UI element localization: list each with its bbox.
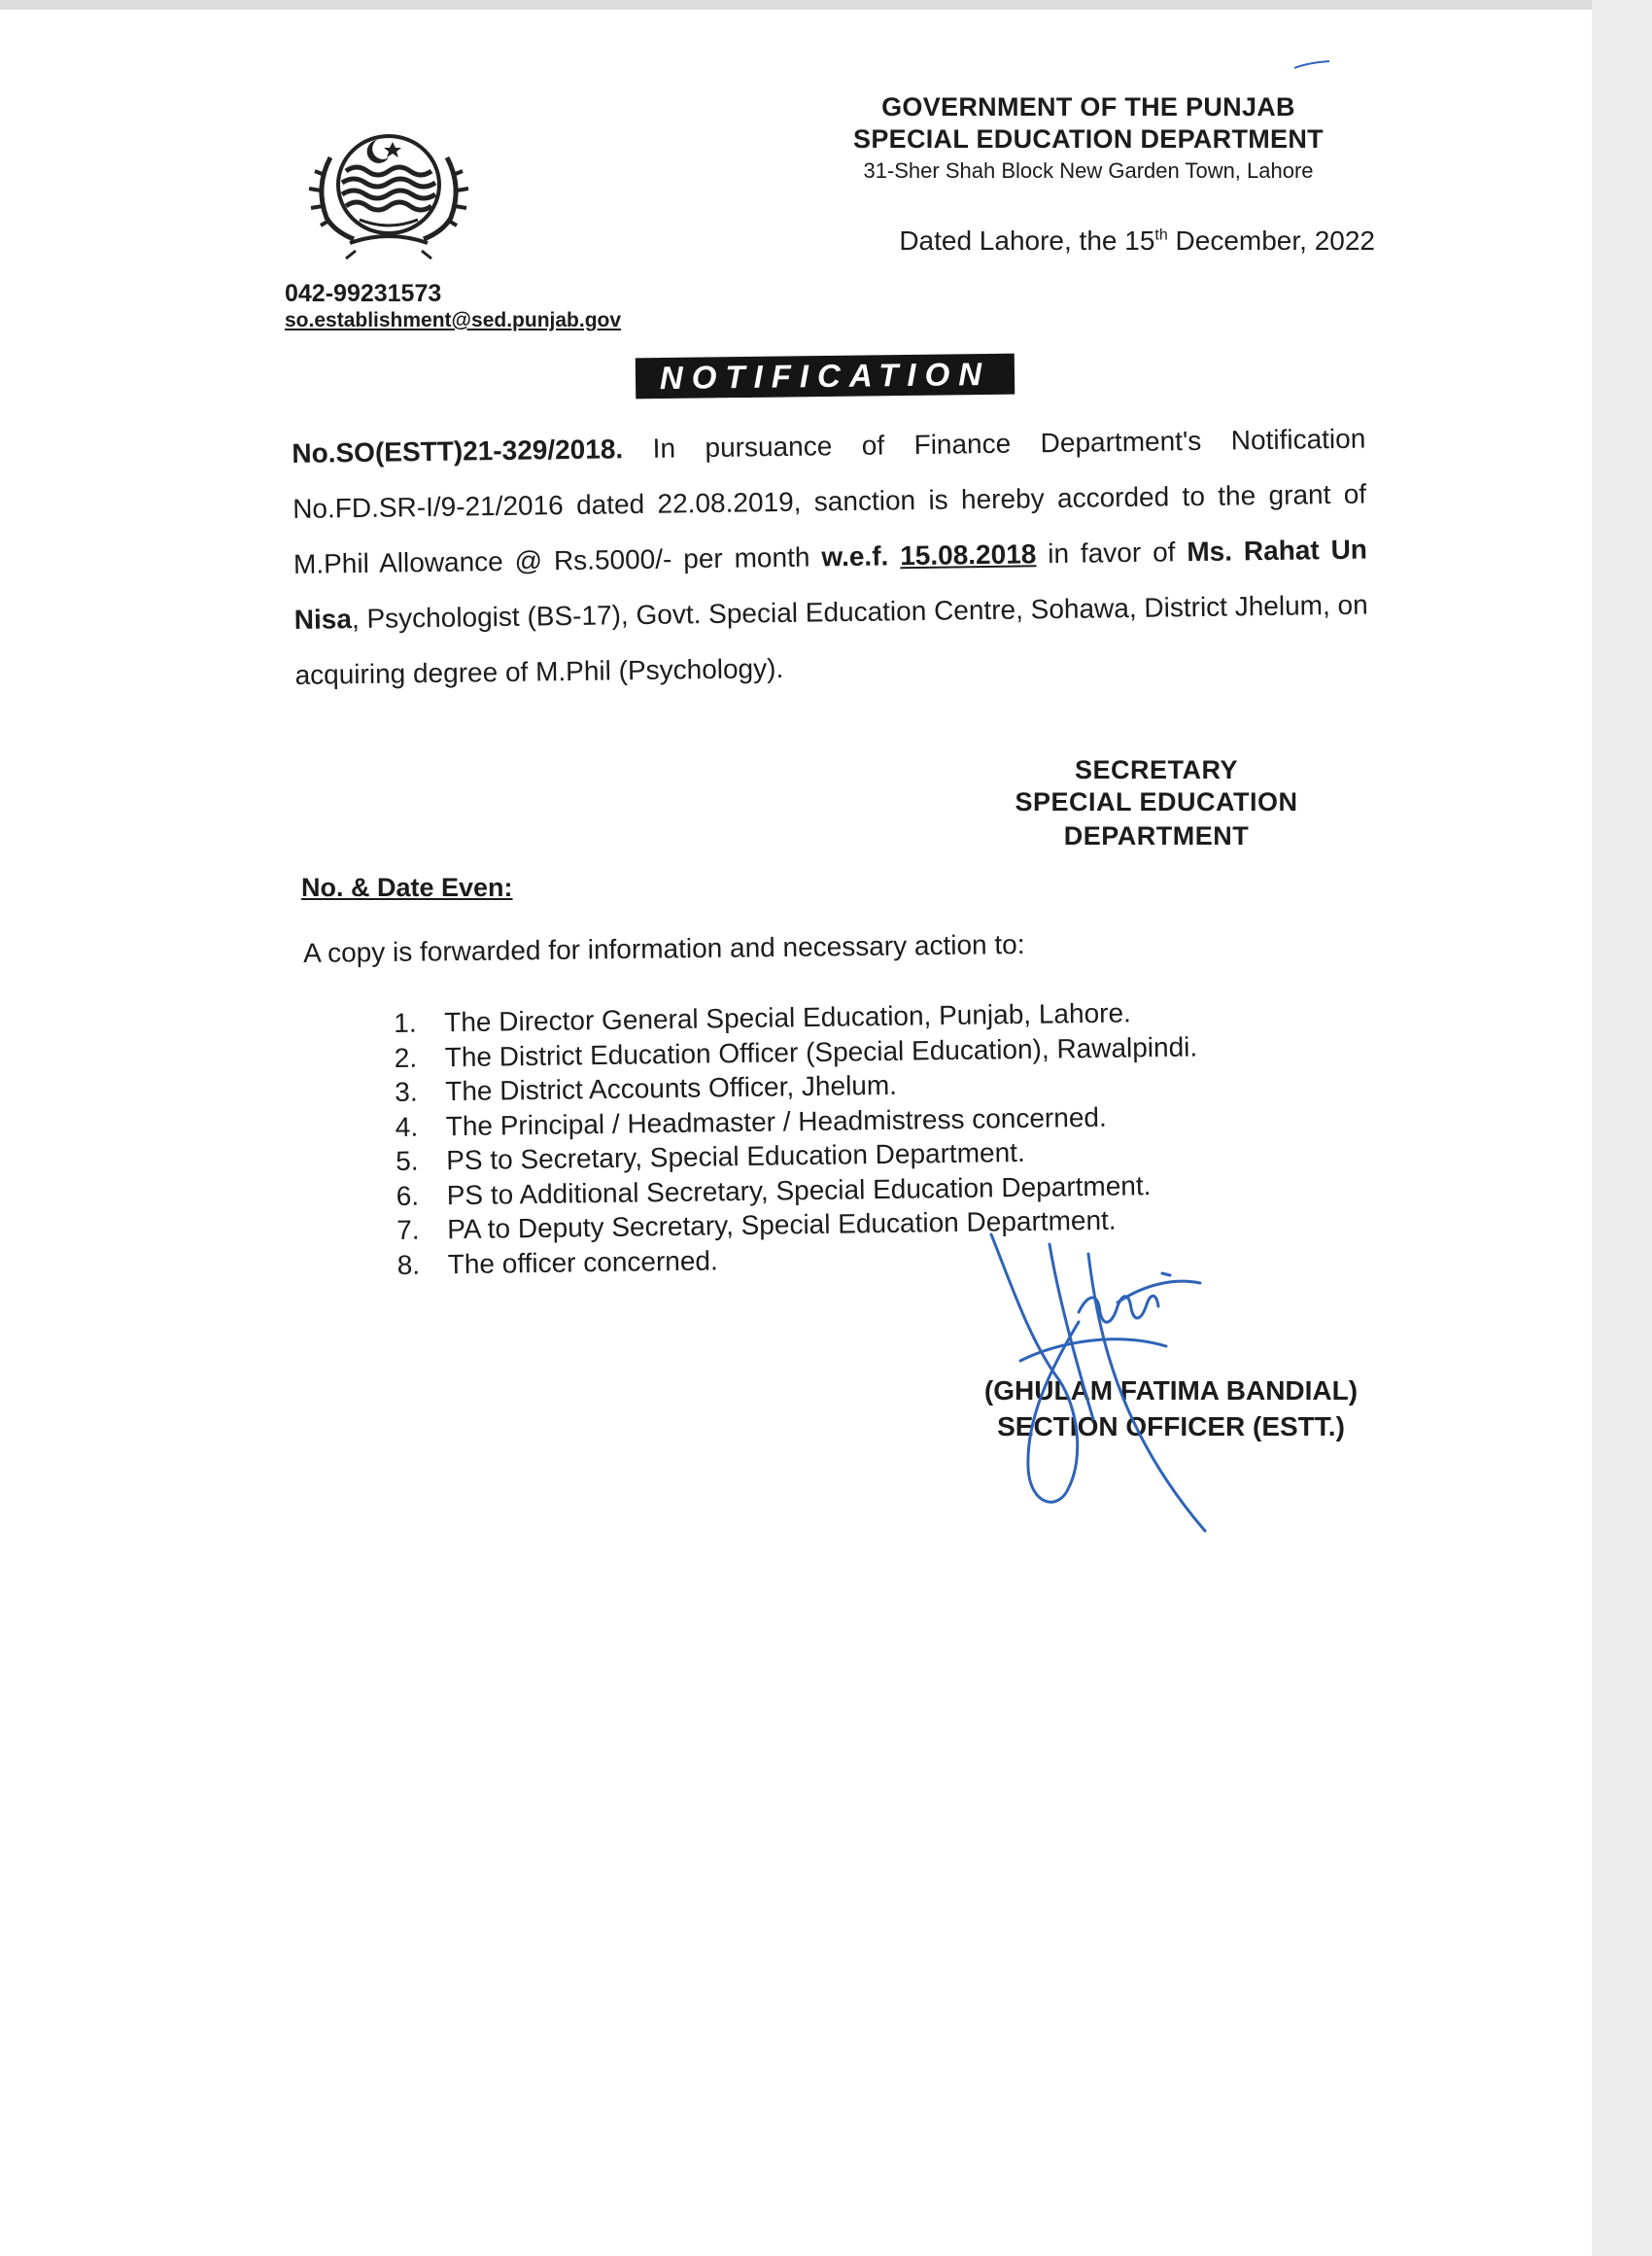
no-date-even: No. & Date Even: [301, 873, 513, 902]
email-link[interactable]: so.establishment@sed.punjab.gov [285, 309, 622, 331]
list-item: 8. The officer concerned. [396, 1244, 718, 1280]
secretary-title: SECRETARY [1074, 755, 1239, 784]
punjab-government-emblem-icon [292, 119, 486, 264]
signature-icon [972, 1225, 1224, 1536]
notification-title: NOTIFICATION [636, 354, 1015, 399]
scan-edge-top [0, 0, 1652, 10]
scan-edge-right [1592, 0, 1652, 2256]
signatory-name: (GHULAM FATIMA BANDIAL) [983, 1375, 1359, 1406]
list-item: 3. The District Accounts Officer, Jhelum. [395, 1069, 898, 1107]
phone-number: 042-99231573 [285, 280, 442, 307]
wef-date: 15.08.2018 [899, 538, 1037, 572]
list-item: 6. PS to Additional Secretary, Special Education Department. [396, 1169, 1152, 1211]
employee-name: Ms. Rahat Un Nisa [293, 534, 1368, 635]
pen-mark [1292, 58, 1331, 70]
secretary-department-line2: DEPARTMENT [1063, 821, 1250, 850]
header-address: 31-Sher Shah Block New Garden Town, Lahore [863, 158, 1314, 183]
header-government: GOVERNMENT OF THE PUNJAB [881, 92, 1295, 121]
forward-text: A copy is forwarded for information and necessary action to: [303, 928, 1025, 968]
dated-line: Dated Lahore, the 15th December, 2022 [899, 226, 1375, 256]
wef-label: w.e.f. [821, 540, 889, 573]
secretary-department-line1: SPECIAL EDUCATION [1015, 787, 1298, 816]
list-item: 5. PS to Secretary, Special Education Department. [396, 1136, 1025, 1176]
reference-number: No.SO(ESTT)21-329/2018. [292, 434, 624, 469]
list-item: 2. The District Education Officer (Special Education), Rawalpindi. [394, 1030, 1198, 1073]
header-department: SPECIAL EDUCATION DEPARTMENT [853, 124, 1324, 154]
list-item: 1. The Director General Special Education, Punjab, Lahore. [394, 997, 1132, 1038]
list-item: 7. PA to Deputy Secretary, Special Education Department. [396, 1204, 1117, 1245]
signatory-designation: SECTION OFFICER (ESTT.) [997, 1411, 1345, 1441]
list-item: 4. The Principal / Headmaster / Headmistress concerned. [395, 1101, 1107, 1142]
notification-body: No.SO(ESTT)21-329/2018. In pursuance of Finance Department's Notification No.FD.SR-I/9-21/2016 dated 22.08.2019, sanction is hereby accorded to the grant of M.Phil Allowance @ Rs.5000/- per month w.e.f. 15.08.2018 in favor of Ms. Rahat Un Nisa, Psychologist (BS-17), Govt. Special Education Centre, Sohawa, District Jhelum, on acquiring degree of M.Phil (Psychology). [292, 423, 1368, 690]
